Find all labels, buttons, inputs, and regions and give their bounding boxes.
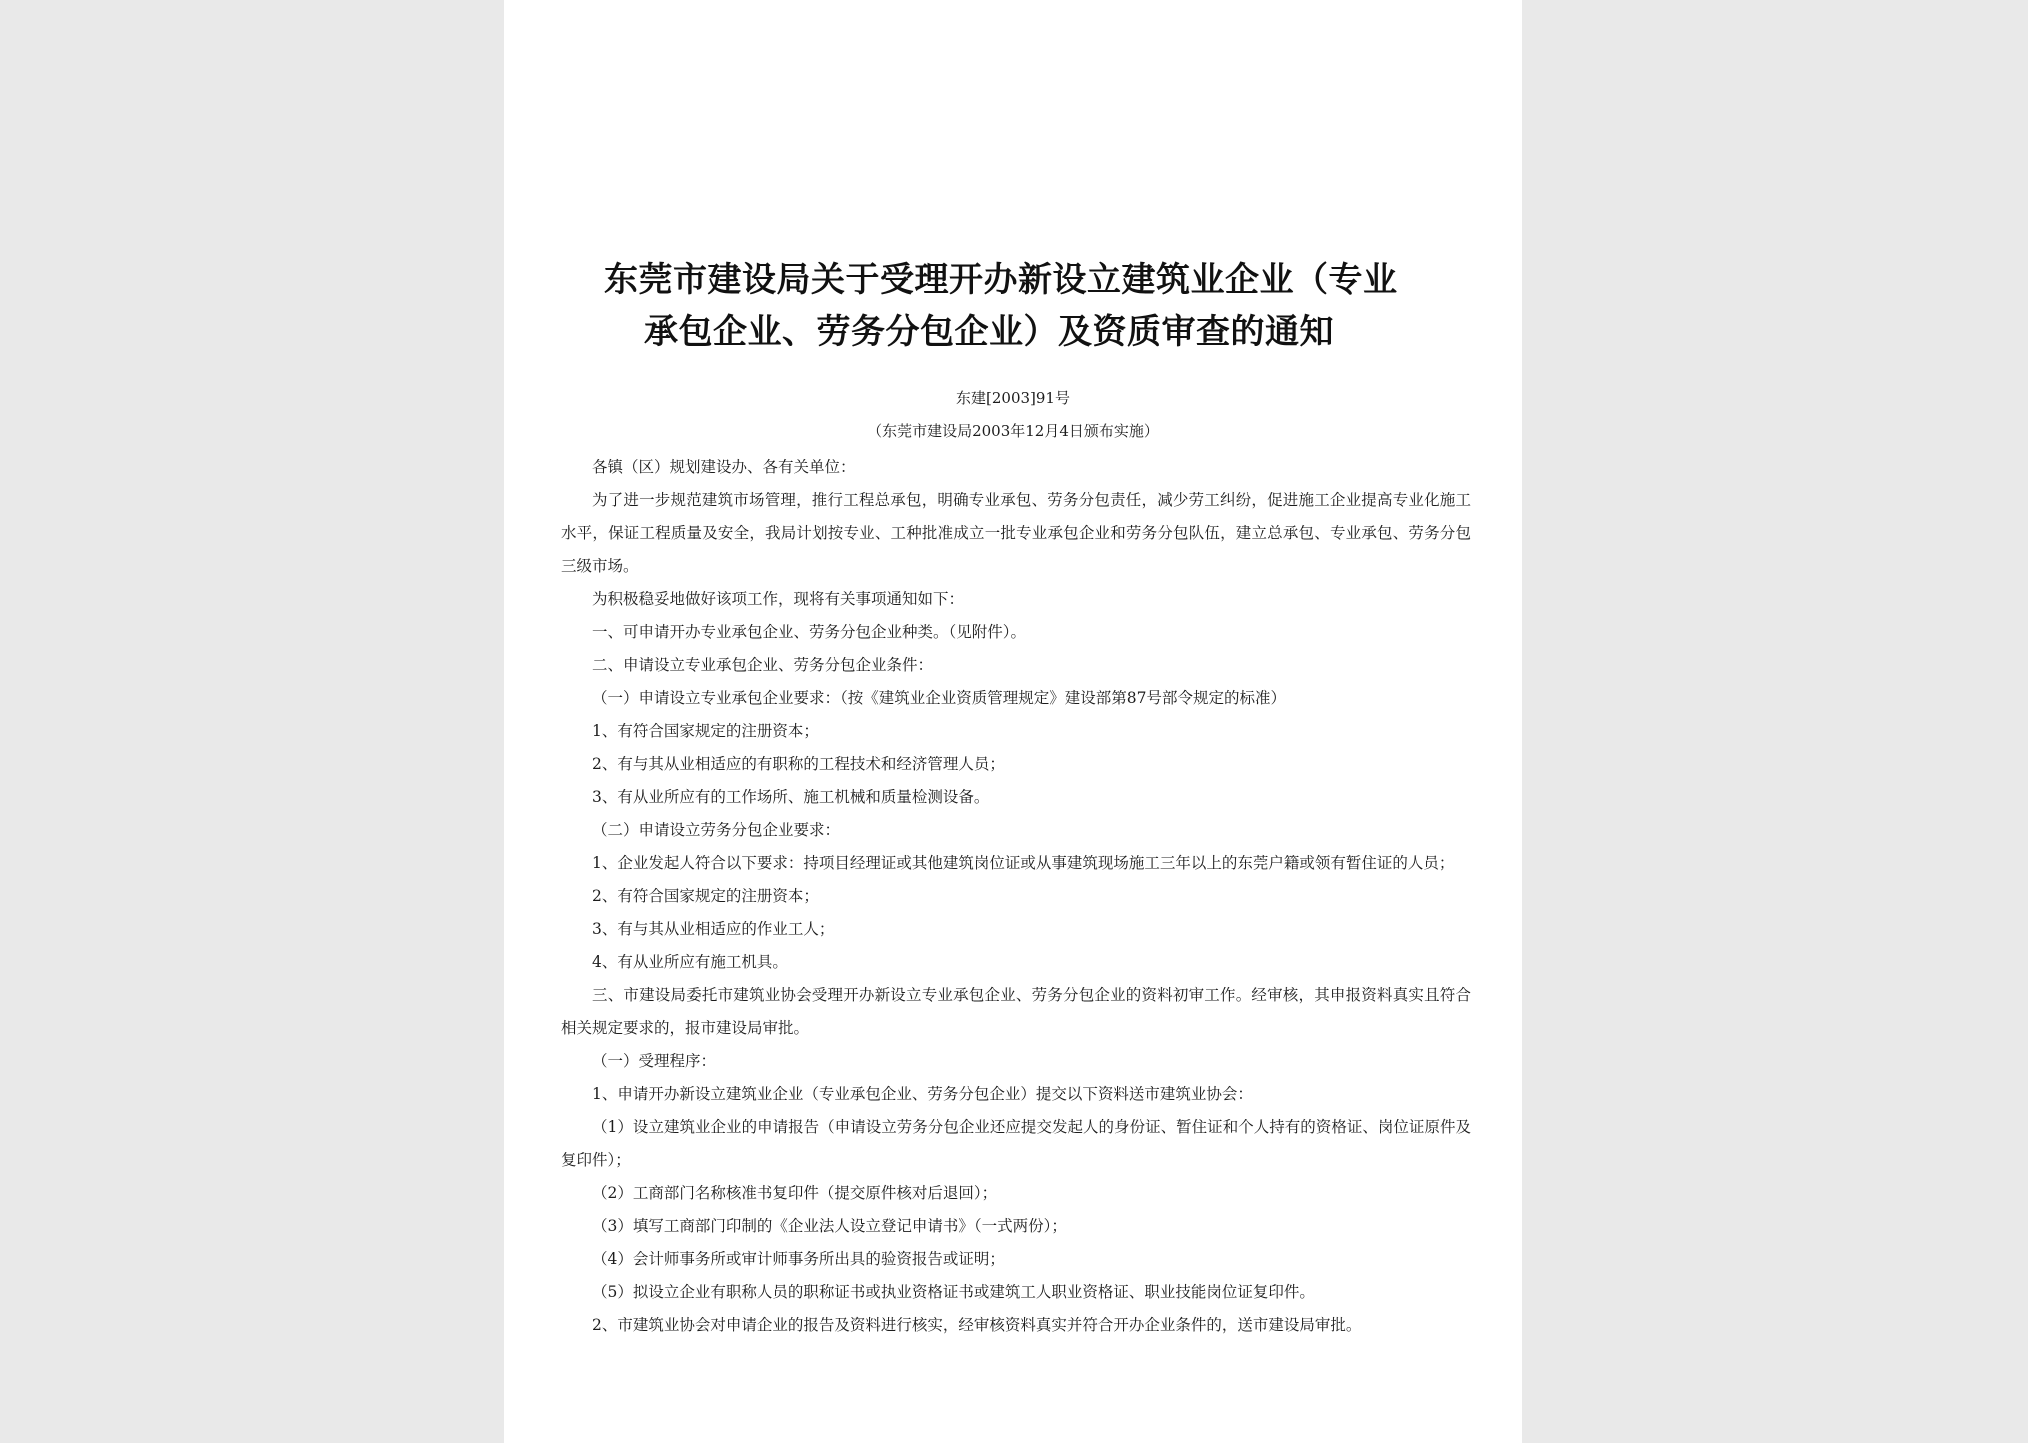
- paragraph-notice-intro: 为积极稳妥地做好该项工作，现将有关事项通知如下：: [592, 590, 965, 608]
- paragraph-requirement-1: （1）设立建筑业企业的申请报告（申请设立劳务分包企业还应提交发起人的身份证、暂住证和个人持有的资格证、岗位证原件及复印件）；: [561, 1118, 1471, 1169]
- paragraph-section-2: 二、申请设立专业承包企业、劳务分包企业条件：: [592, 656, 934, 674]
- paragraph-requirement-3: （3）填写工商部门印制的《企业法人设立登记申请书》（一式两份）；: [592, 1217, 1067, 1235]
- paragraph-section-2-2: （二）申请设立劳务分包企业要求：: [592, 821, 841, 839]
- paragraph-purpose: 为了进一步规范建筑市场管理，推行工程总承包，明确专业承包、劳务分包责任，减少劳工纠纷，促进施工企业提高专业化施工水平，保证工程质量及安全，我局计划按专业、工种批准成立一批专业承包企业和劳务分包队伍，建立总承包、专业承包、劳务分包三级市场。: [561, 491, 1471, 575]
- paragraph-section-2-1-item-1: 1、有符合国家规定的注册资本；: [592, 722, 819, 740]
- document-body: [561, 451, 1471, 1342]
- paragraph-section-2-2-item-3: 3、有与其从业相适应的作业工人；: [592, 920, 835, 938]
- paragraph-section-3-1: （一）受理程序：: [592, 1052, 717, 1070]
- paragraph-section-3: 三、市建设局委托市建筑业协会受理开办新设立专业承包企业、劳务分包企业的资料初审工作。经审核，其申报资料真实且符合相关规定要求的，报市建设局审批。: [561, 986, 1471, 1037]
- paragraph-section-3-1-item-1: 1、申请开办新设立建筑业企业（专业承包企业、劳务分包企业）提交以下资料送市建筑业协会：: [592, 1085, 1253, 1103]
- document-title-line-2: 承包企业、劳务分包企业）及资质审查的通知: [644, 312, 1334, 352]
- paragraph-requirement-2: （2）工商部门名称核准书复印件（提交原件核对后退回）；: [592, 1184, 998, 1202]
- paragraph-requirement-4: （4）会计师事务所或审计师事务所出具的验资报告或证明；: [592, 1250, 1005, 1268]
- paragraph-section-2-1-item-3: 3、有从业所应有的工作场所、施工机械和质量检测设备。: [592, 788, 990, 806]
- paragraph-section-3-1-item-2: 2、市建筑业协会对申请企业的报告及资料进行核实，经审核资料真实并符合开办企业条件的，送市建设局审批。: [592, 1316, 1362, 1334]
- document-number: 东建[2003]91号: [956, 389, 1070, 407]
- paragraph-section-2-1-item-2: 2、有与其从业相适应的有职称的工程技术和经济管理人员；: [592, 755, 1005, 773]
- document-page: [504, 0, 1522, 1443]
- paragraph-requirement-5: （5）拟设立企业有职称人员的职称证书或执业资格证书或建筑工人职业资格证、职业技能岗位证复印件。: [592, 1283, 1315, 1301]
- paragraph-salutation: 各镇（区）规划建设办、各有关单位：: [592, 458, 856, 476]
- paragraph-section-2-2-item-2: 2、有符合国家规定的注册资本；: [592, 887, 819, 905]
- document-title: [604, 254, 1434, 358]
- paragraph-section-1: 一、可申请开办专业承包企业、劳务分包企业种类。（见附件）。: [592, 623, 1027, 641]
- paragraph-section-2-1: （一）申请设立专业承包企业要求：（按《建筑业企业资质管理规定》建设部第87号部令规定的标准）: [592, 689, 1286, 707]
- paragraph-section-2-2-item-1: 1、企业发起人符合以下要求：持项目经理证或其他建筑岗位证或从事建筑现场施工三年以上的东莞户籍或领有暂住证的人员；: [592, 854, 1455, 872]
- issue-note: （东莞市建设局2003年12月4日颁布实施）: [867, 422, 1159, 440]
- paragraph-section-2-2-item-4: 4、有从业所应有施工机具。: [592, 953, 788, 971]
- document-title-line-1: 东莞市建设局关于受理开办新设立建筑业企业（专业: [604, 260, 1398, 300]
